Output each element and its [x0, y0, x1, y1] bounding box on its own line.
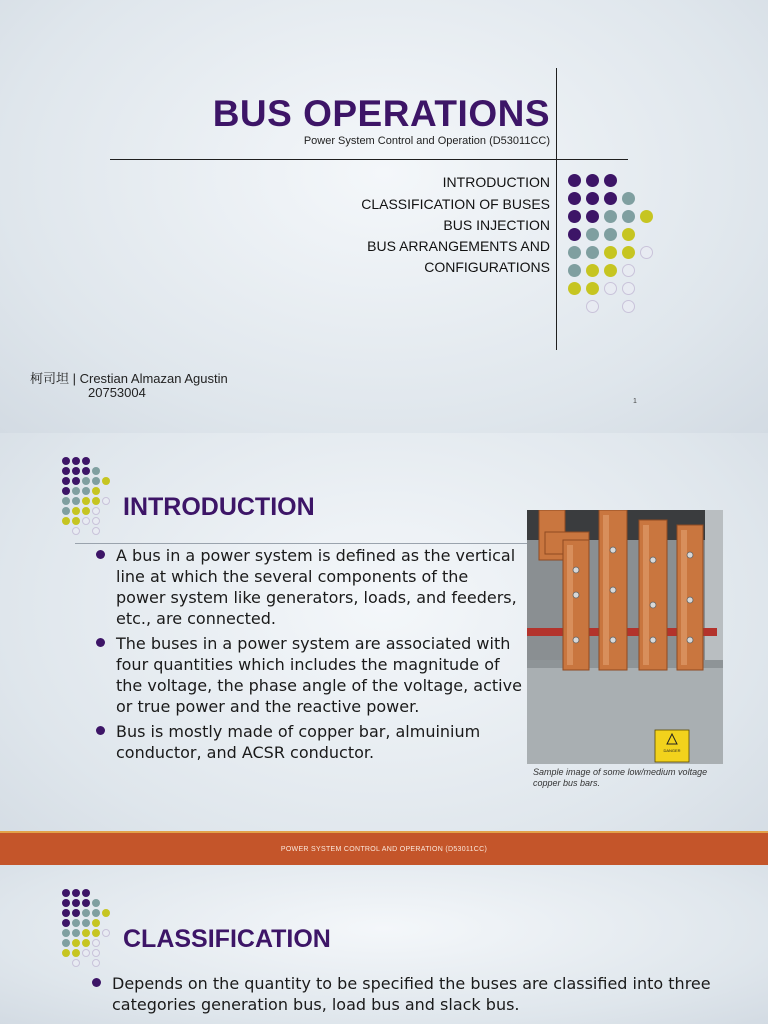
danger-sign-text: DANGER	[663, 748, 681, 753]
slide-subtitle: Power System Control and Operation (D53011CC)	[303, 135, 550, 147]
footer-text: POWER SYSTEM CONTROL AND OPERATION (D53011CC)	[280, 846, 488, 853]
decorative-dot-grid	[566, 172, 666, 317]
horizontal-divider	[110, 159, 628, 160]
section-title: CLASSIFICATION	[123, 925, 331, 953]
list-item: The buses in a power system are associated with four quantities which includes the magnitude of the voltage, the phase angle of the voltage, active or true power and the reactive power.	[92, 633, 522, 717]
student-id: 20753004	[88, 385, 146, 400]
slide-title: BUS OPERATIONS	[212, 93, 550, 134]
vertical-divider	[556, 68, 557, 350]
classification-slide	[0, 865, 768, 1024]
decorative-dot-grid	[60, 455, 120, 555]
section-title: INTRODUCTION	[123, 493, 315, 521]
toc-item: INTRODUCTION	[442, 174, 550, 190]
bus-bar-photo	[527, 510, 723, 764]
title-slide	[0, 0, 768, 433]
decorative-dot-grid	[60, 887, 120, 987]
toc-item: BUS ARRANGEMENTS AND	[367, 238, 550, 254]
title-rule	[75, 543, 530, 544]
author-name: 柯司坦 | Crestian Almazan Agustin	[30, 371, 228, 386]
introduction-slide	[0, 433, 768, 865]
image-caption: Sample image of some low/medium voltage copper bus bars.	[533, 767, 708, 788]
bullet-list	[92, 545, 522, 767]
list-item: Depends on the quantity to be specified the buses are classified into three categories generation bus, load bus and slack bus.	[88, 973, 728, 1015]
toc-item: CONFIGURATIONS	[424, 259, 550, 275]
list-item: A bus in a power system is defined as the vertical line at which the several components of the power system like generators, loads, and feeders, etc., are connected.	[92, 545, 522, 629]
page-number: 1	[633, 398, 637, 405]
list-item: Bus is mostly made of copper bar, almuinium conductor, and ACSR conductor.	[92, 721, 522, 763]
bullet-list	[88, 973, 728, 1019]
toc-item: BUS INJECTION	[443, 217, 550, 233]
toc-item: CLASSIFICATION OF BUSES	[361, 196, 550, 212]
